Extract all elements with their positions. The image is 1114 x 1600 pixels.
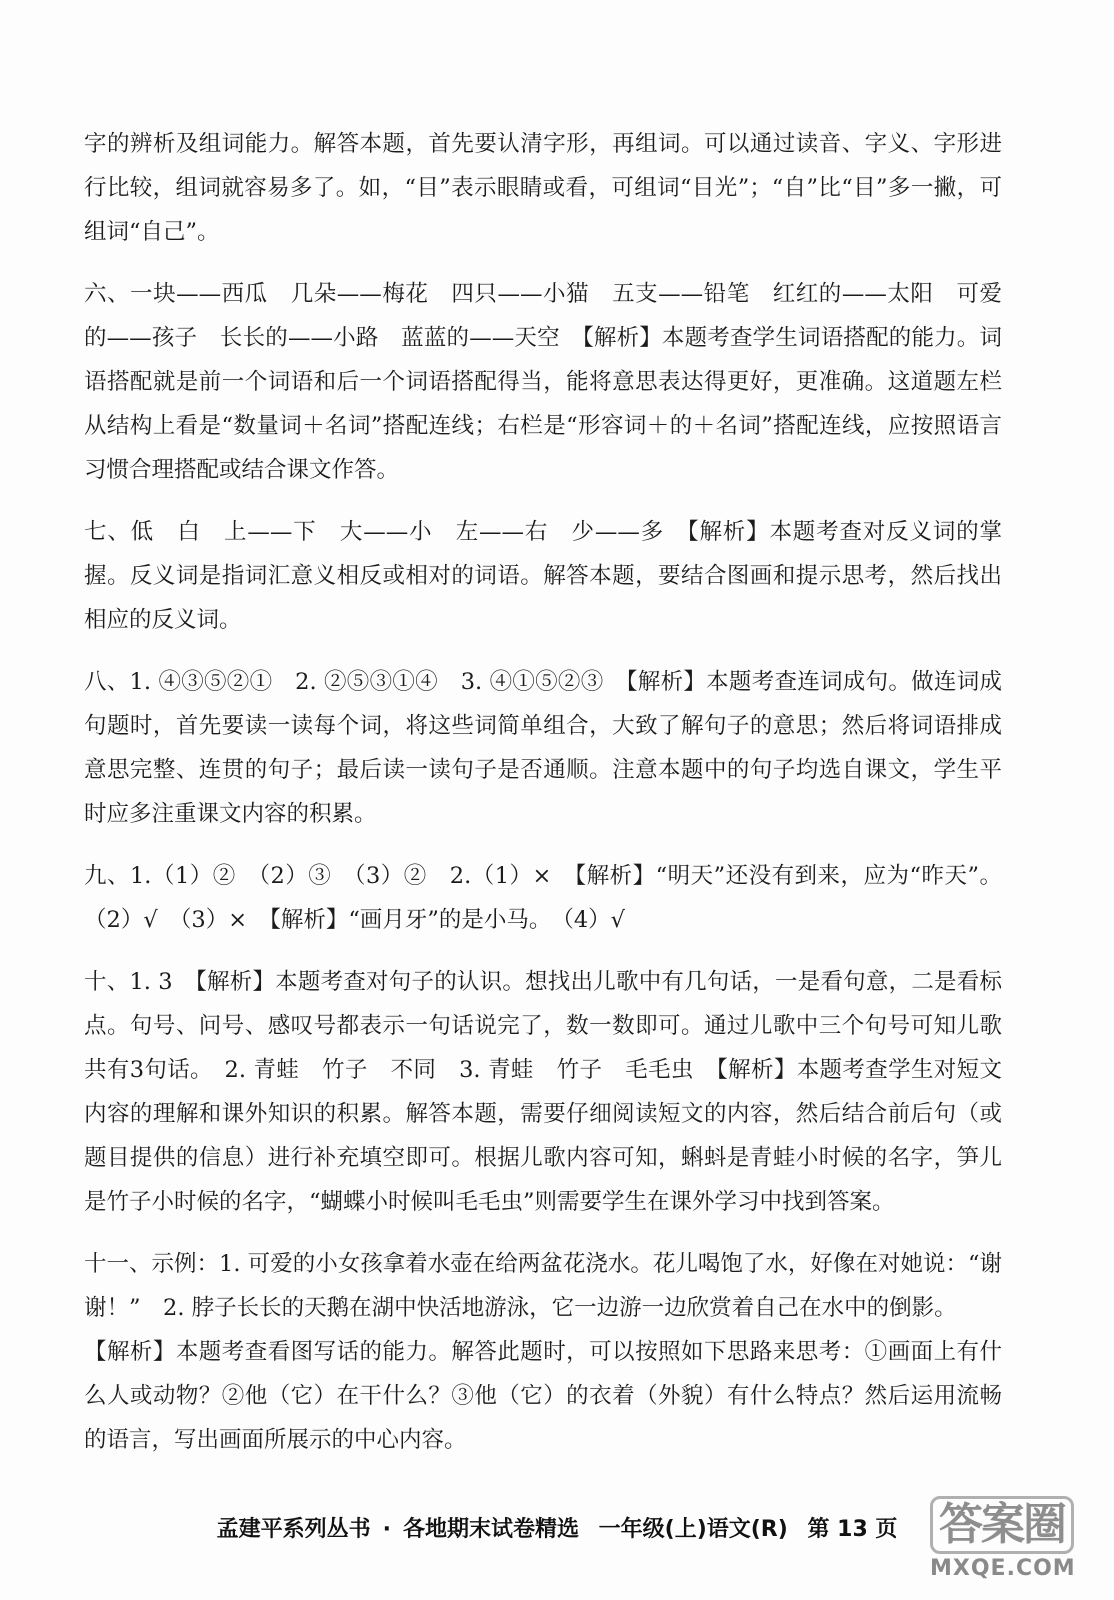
watermark bbox=[930, 1496, 1090, 1592]
paragraph-question-7: 七、低 白 上——下 大——小 左——右 少——多 【解析】本题考查对反义词的掌握。反义词是指词汇意义相反或相对的词语。解答本题，要结合图画和提示思考，然后找出相应的反义词。 bbox=[84, 519, 1002, 633]
footer-separator: · bbox=[382, 1517, 391, 1542]
watermark-logo: 答案圈 bbox=[930, 1496, 1074, 1554]
answer-content bbox=[84, 122, 1002, 1462]
footer-book: 各地期末试卷精选 bbox=[402, 1517, 579, 1542]
paragraph-question-6: 六、一块——西瓜 几朵——梅花 四只——小猫 五支——铅笔 红红的——太阳 可爱的——孩子 长长的——小路 蓝蓝的——天空 【解析】本题考查学生词语搭配的能力。词语搭配就是前一个词语和后一个词语搭配得当，能将意思表达得更好，更准确。这道题左栏从结构上看是“数量词＋名词”搭配连线；右栏是“形容词＋的＋名词”搭配连线，应按照语言习惯合理搭配或结合课文作答。 bbox=[84, 281, 1002, 483]
watermark-url: MXQE.COM bbox=[930, 1556, 1076, 1581]
paragraph-question-10: 十、1. 3 【解析】本题考查对句子的认识。想找出儿歌中有几句话，一是看句意，二是看标点。句号、问号、感叹号都表示一句话说完了，数一数即可。通过儿歌中三个句号可知儿歌共有3句话。 2. 青蛙 竹子 不同 3. 青蛙 竹子 毛毛虫 【解析】本题考查学生对短文内容的理解和课外知识的积累。解答本题，需要仔细阅读短文的内容，然后结合前后句（或题目提供的信息）进行补充填空即可。根据儿歌内容可知，蝌蚪是青蛙小时候的名字，笋儿是竹子小时候的名字，“蝴蝶小时候叫毛毛虫”则需要学生在课外学习中找到答案。 bbox=[84, 969, 1002, 1215]
paragraph-question-8: 八、1. ④③⑤②① 2. ②⑤③①④ 3. ④①⑤②③ 【解析】本题考查连词成句。做连词成句题时，首先要读一读每个词，将这些词简单组合，大致了解句子的意思；然后将词语排成意思完整、连贯的句子；最后读一读句子是否通顺。注意本题中的句子均选自课文，学生平时应多注重课文内容的积累。 bbox=[84, 669, 1002, 827]
paragraph-question-11: 十一、示例：1. 可爱的小女孩拿着水壶在给两盆花浇水。花儿喝饱了水，好像在对她说：“谢谢！” 2. 脖子长长的天鹅在湖中快活地游泳，它一边游一边欣赏着自己在水中的倒影。 bbox=[84, 1251, 1002, 1321]
footer-series: 孟建平系列丛书 bbox=[216, 1517, 371, 1542]
footer-grade-subject: 一年级(上)语文(R) bbox=[598, 1517, 788, 1542]
paragraph-question-11-analysis: 【解析】本题考查看图写话的能力。解答此题时，可以按照如下思路来思考：①画面上有什么人或动物？②他（它）在干什么？③他（它）的衣着（外貌）有什么特点？然后运用流畅的语言，写出画面所展示的中心内容。 bbox=[84, 1339, 1002, 1453]
footer-page-number: 第 13 页 bbox=[807, 1517, 898, 1542]
paragraph-5-continued: 字的辨析及组词能力。解答本题，首先要认清字形，再组词。可以通过读音、字义、字形进行比较，组词就容易多了。如，“目”表示眼睛或看，可组词“目光”；“自”比“目”多一撇，可组词“自己”。 bbox=[84, 131, 1002, 245]
paragraph-question-9: 九、1.（1）② （2）③ （3）② 2.（1）× 【解析】“明天”还没有到来，应为“昨天”。（2）√ （3）× 【解析】“画月牙”的是小马。 （4）√ bbox=[84, 863, 1002, 933]
